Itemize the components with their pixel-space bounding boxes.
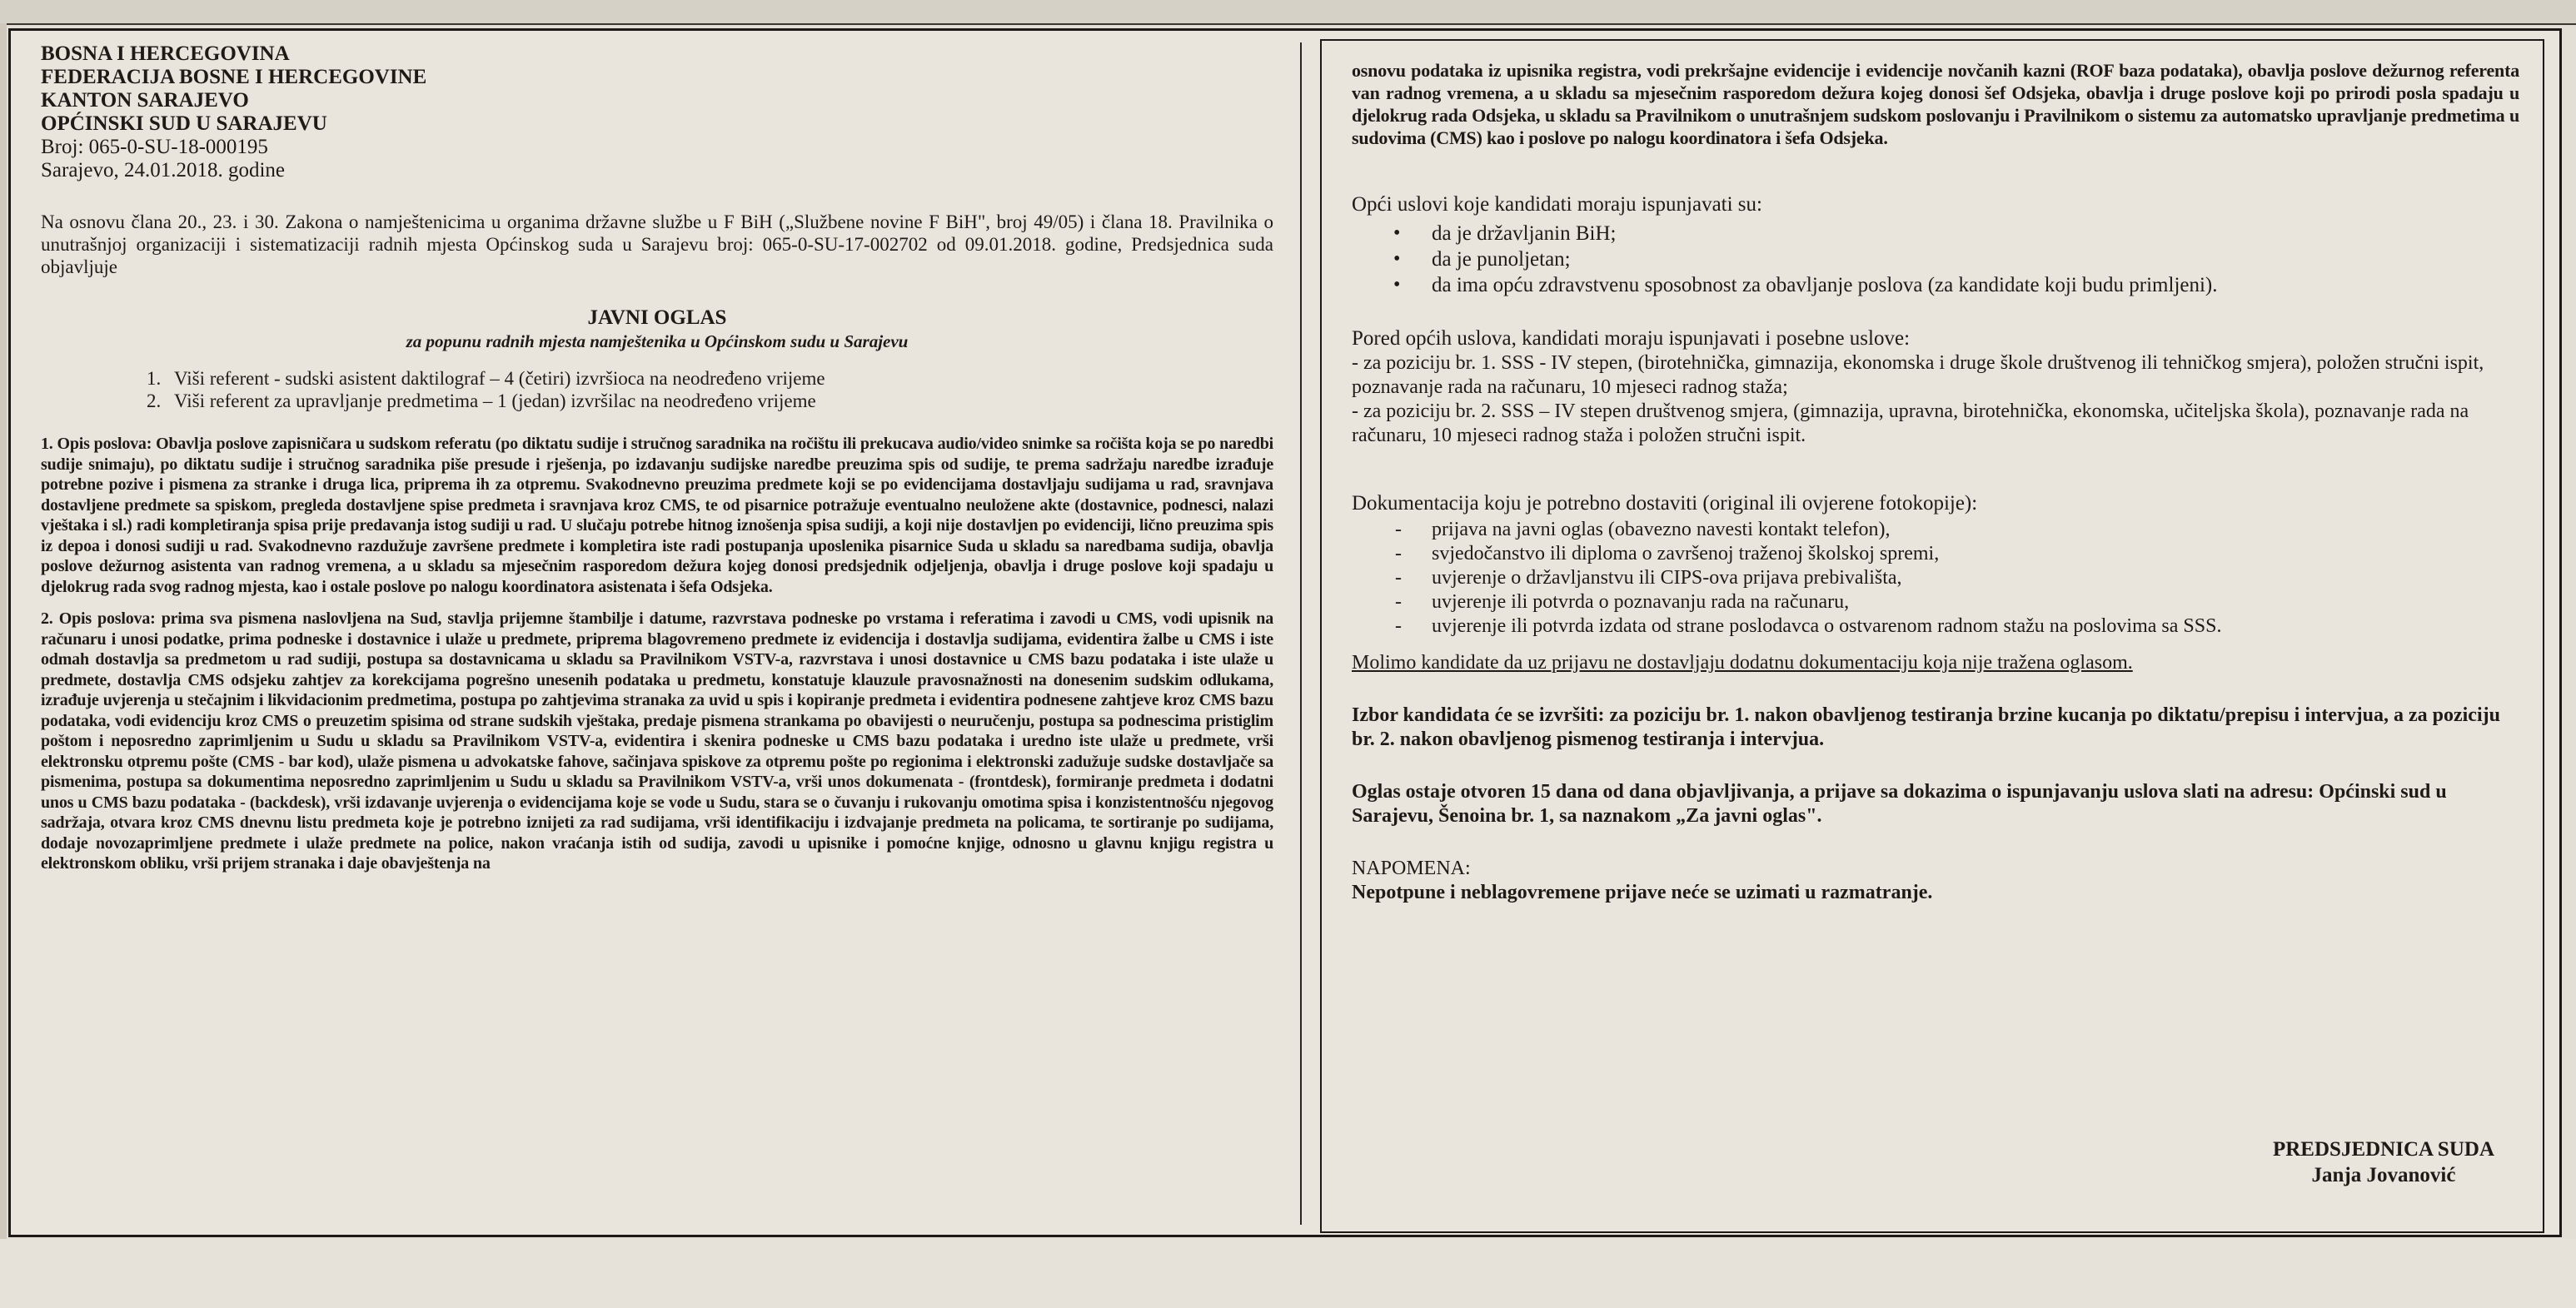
duties-position-1: 1. Opis poslova: Obavlja poslove zapisničara u sudskom referatu (po diktatu sudije i stručnog saradnika na ročištu ili prekucava audio/video snimke sa ročišta koja se po naredbi sudije snimaju), po diktatu sudije i stručnog saradnika piše presude i rješenja, po izdavanju sudijske naredbe preuzima spis od sudije, te prema sadržaju naredbe izrađuje potrebne pozive i pismena za stranke i druga lica, priprema ih za otpremu. Svakodnevno preuzima predmete koji se po evidencijama dostavljaju sudijama u rad, sravnjava dostavljene predmete sa spiskom, pregleda dostavljene spise predmeta i sravnjava kroz CMS, te od pisarnice potražuje eventualno neuložene akte (dostavnice, podnesci, nalazi vještaka i sl.) radi kompletiranja spisa prije predavanja istog sudiji u rad. U slučaju potrebe hitnog iznošenja spisa sudiji, a koji nije dostavljen po evidenciji, lično preuzima spis iz depoa i donosi sudiji u rad. Svakodnevno razdužuje završene predmete i kompletira iste radi postupanja uposlenika pisarnice Suda u skladu sa naredbama sudija, obavlja poslove dežurnog asistenta van radnog vremena, a u skladu sa mjesečnim rasporedom dežura kojeg donosi predsjednik odjeljenja, obavlja i druge poslove koji spadaju u djelokrug rada svog radnog mjesta, kao i ostale poslove po nalogu koordinatora asistenata i šefa Odsjeka. (41, 435, 1273, 596)
document-item: - svjedočanstvo ili diploma o završenoj traženoj školskoj spremi, (1425, 542, 2519, 566)
positions-list (41, 367, 1273, 412)
general-condition-item: • da je državljanin BiH; (1423, 221, 2519, 246)
special-conditions-title: Pored općih uslova, kandidati moraju ispunjavati i posebne uslove: (1352, 327, 1911, 350)
job-ad-frame (8, 28, 2562, 1237)
special-condition-2: - za poziciju br. 2. SSS – IV stepen društvenog smjera, (gimnazija, upravna, birotehnička, ekonomska, učiteljska škola), poznavanje rada na računaru, 10 mjeseci radnog staža i položen stručni ispit. (1352, 400, 2469, 446)
duties-continued: osnovu podataka iz upisnika registra, vodi prekršajne evidencije i evidencije novčanih kazni (ROF baza podataka), obavlja poslove dežurnog referenta van radnog vremena, a u skladu sa mjesečnim rasporedom dežura kojeg donosi šef Odsjeka, obavlja i druge poslove koji po prirodi posla spadaju u djelokrug rada Odsjeka, u skladu sa Pravilnikom o unutrašnjem sudskom poslovanju i Pravilnikom o sistemu za automatsko upravljanje predmetima u sudovima (CMS) kao i poslove po nalogu koordinatora i šefa Odsjeka. (1352, 60, 2519, 148)
header-court: OPĆINSKI SUD U SARAJEVU (41, 112, 327, 135)
signature-role: PREDSJEDNICA SUDA (2272, 1138, 2494, 1161)
page-left-edge (0, 23, 7, 1308)
header-country: BOSNA I HERCEGOVINA (41, 42, 290, 65)
note-title: NAPOMENA: (1352, 858, 1471, 879)
left-column (41, 39, 1273, 1233)
special-condition-1: - za poziciju br. 1. SSS - IV stepen, (birotehnička, gimnazija, ekonomska i druge škole društvenog ili tehničkog smjera), položen stručni ispit, poznavanje rada na računaru, 10 mjeseci radnog staža; (1352, 352, 2484, 398)
newspaper-top-strip (0, 0, 2576, 25)
submission-paragraph: Oglas ostaje otvoren 15 dana od dana objavljivanja, a prijave sa dokazima o ispunjavanju uslova slati na adresu: Općinski sud u Sarajevu, Šenoina br. 1, sa naznakom „Za javni oglas". (1352, 781, 2447, 827)
documents-list (1352, 518, 2519, 639)
general-condition-item: • da ima opću zdravstvenu sposobnost za obavljanje poslova (za kandidate koji budu primljeni). (1423, 272, 2519, 298)
reference-number: Broj: 065-0-SU-18-000195 (41, 136, 268, 158)
note-text: Nepotpune i neblagovremene prijave neće se uzimati u razmatranje. (1352, 882, 1933, 903)
issue-date: Sarajevo, 24.01.2018. godine (41, 159, 286, 182)
general-conditions-title: Opći uslovi koje kandidati moraju ispunjavati su: (1352, 193, 1762, 216)
ad-title: JAVNI OGLAS (587, 306, 727, 329)
column-divider (1300, 42, 1302, 1225)
document-item: - uvjerenje ili potvrda izdata od strane poslodavca o ostvarenom radnom stažu na poslovima sa SSS. (1425, 614, 2519, 639)
signature-block (2273, 1136, 2494, 1188)
ad-subtitle: za popunu radnih mjesta namještenika u Općinskom sudu u Sarajevu (406, 331, 909, 351)
document-item: - prijava na javni oglas (obavezno navesti kontakt telefon), (1425, 518, 2519, 542)
newspaper-bottom-margin (0, 1239, 2576, 1308)
general-conditions-list (1352, 221, 2519, 298)
general-condition-item: • da je punoljetan; (1423, 246, 2519, 272)
documents-title: Dokumentacija koju je potrebno dostaviti (original ili ovjerene fotokopije): (1352, 492, 1978, 515)
notice-underlined: Molimo kandidate da uz prijavu ne dostavljaju dodatnu dokumentaciju koja nije tražena oglasom. (1352, 652, 2133, 674)
position-item: 2. Viši referent za upravljanje predmetima – 1 (jedan) izvršilac na neodređeno vrijeme (166, 390, 1273, 412)
right-column (1320, 39, 2544, 1233)
document-item: - uvjerenje ili potvrda o poznavanju rada na računaru, (1425, 590, 2519, 614)
selection-paragraph: Izbor kandidata će se izvršiti: za poziciju br. 1. nakon obavljenog testiranja brzine kucanja po diktatu/prepisu i intervjua, a za poziciju br. 2. nakon obavljenog pismenog testiranja i intervjua. (1352, 704, 2500, 750)
document-item: - uvjerenje o državljanstvu ili CIPS-ova prijava prebivališta, (1425, 566, 2519, 590)
intro-paragraph: Na osnovu člana 20., 23. i 30. Zakona o namještenicima u organima državne službe u F BiH („Službene novine F BiH", broj 49/05) i člana 18. Pravilnika o unutrašnjoj organizaciji i sistematizaciji radnih mjesta Općinskog suda u Sarajevu broj: 065-0-SU-17-002702 od 09.01.2018. godine, Predsjednica suda objavljuje (41, 211, 1273, 277)
court-header (41, 42, 1273, 182)
position-item: 1. Viši referent - sudski asistent daktilograf – 4 (četiri) izvršioca na neodređeno vrijeme (166, 367, 1273, 390)
header-federation: FEDERACIJA BOSNE I HERCEGOVINE (41, 66, 427, 88)
signature-name: Janja Jovanović (2311, 1164, 2456, 1186)
header-canton: KANTON SARAJEVO (41, 89, 249, 112)
duties-position-2: 2. Opis poslova: prima sva pismena naslovljena na Sud, stavlja prijemne štambilje i datume, razvrstava podneske po vrstama i referatima i zavodi u CMS, vodi upisnik na računaru i unosi podatke, prima podneske i dostavnice i ulaže u predmete, priprema blagovremeno predmete iz evidencija i dostavlja sudijama, evidentira žalbe u CMS i iste odmah dostavlja sa predmetom u rad sudiji, postupa sa dostavnicama u skladu sa Pravilnikom VSTV-a, razvrstava i unosi dostavnice u CMS bazu podataka i iste ulaže u predmete, dostavlja CMS odsjeku zahtjev za korekcijama pogrešno unesenih podataka u predmetu, konstatuje klauzule pravosnažnosti na donesenim sudskim odlukama, izrađuje uvjerenja u stečajnim i likvidacionim predmetima, postupa po zahtjevima stranaka za uvid u spis i kopiranje predmeta i evidentira podnesene zahtjeve kroz CMS bazu podataka, vodi evidenciju kroz CMS o preuzetim spisima od strane sudskih vještaka, predaje pismena strankama po obavijesti o neuručenju, postupa sa podnescima pristiglim poštom i neposredno zaprimljenim u Sudu u skladu sa Pravilnikom VSTV-a, evidentira i skenira podneske u CMS bazu podataka i uredno iste ulaže u predmete, vrši elektronsku otpremu pošte (CMS - bar kod), ulaže pismena u advokatske fahove, sačinjava spiskove za otpremu pošte po regionima i elektronski zadužuje sudske dostavljače sa pismenima, postupa sa dokumentima neposredno zaprimljenim u Sudu u skladu sa Pravilnikom VSTV-a, vrši unos dokumenata - (frontdesk), formiranje predmeta i dodatni unos u CMS bazu podataka - (backdesk), vrši izdavanje uvjerenja o evidencijama koje se vode u Sudu, stara se o čuvanju i rukovanju omotima spisa i konzistentnošću njegovog sadržaja, otvara kroz CMS dnevnu listu predmeta koje je potrebno iznijeti za rad sudijama, vrši identifikaciju i izdvajanje predmeta na policama, te sortiranje po sudijama, dodaje novozaprimljene predmete i ulaže predmete na police, nakon vraćanja istih od sudija, zavodi u upisnike i pomoćne knjige, odnosno u glavnu knjigu registra u elektronskom obliku, vrši prijem stranaka i daje obavještenja na (41, 609, 1273, 873)
